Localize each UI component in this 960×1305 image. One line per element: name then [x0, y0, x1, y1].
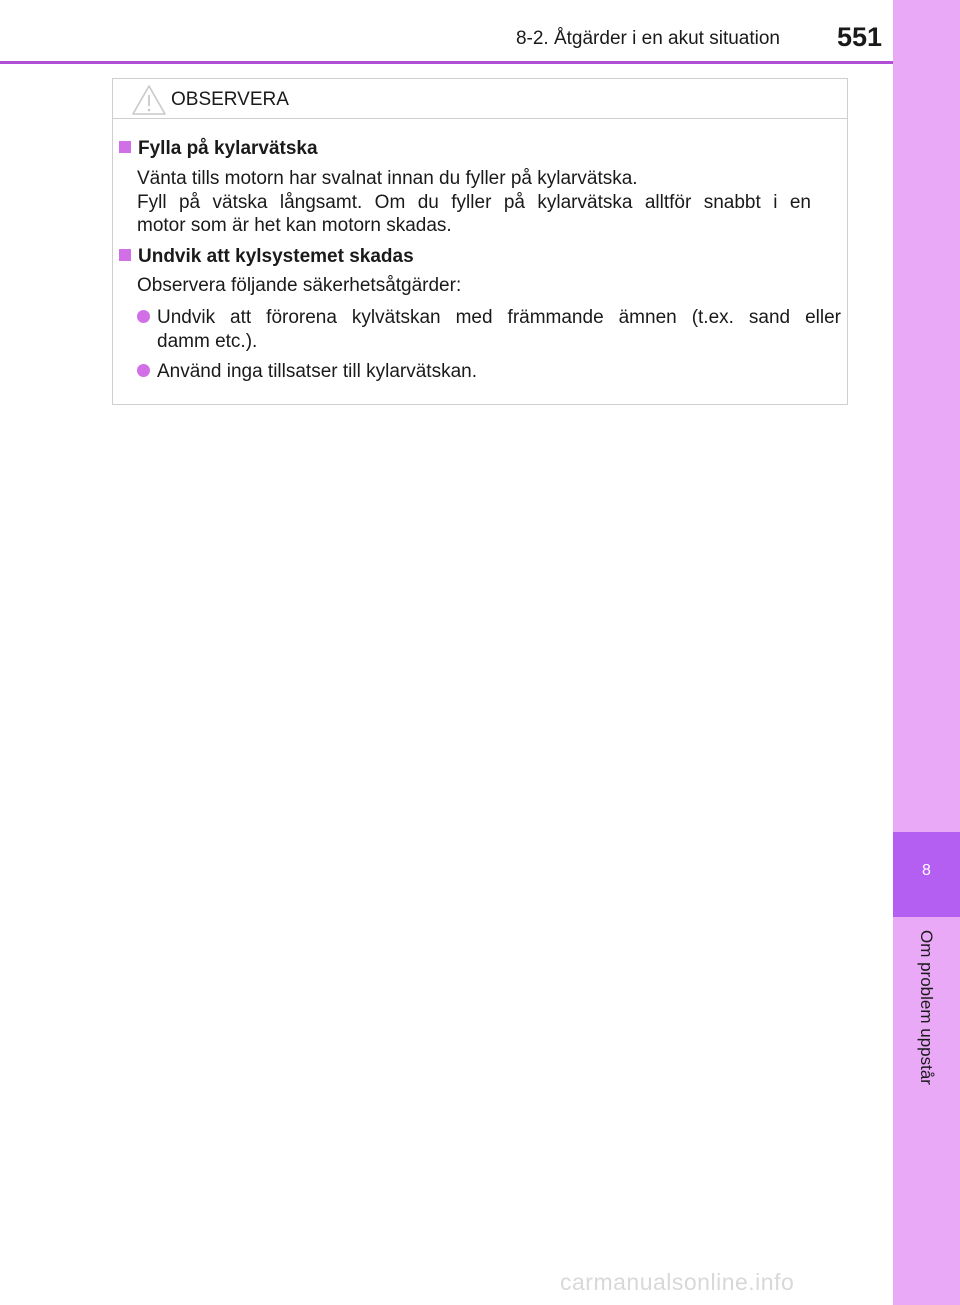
chapter-title: Om problem uppstår — [917, 930, 936, 1085]
section-heading-cooling-system: Undvik att kylsystemet skadas — [119, 246, 414, 268]
warning-triangle-icon — [131, 84, 167, 116]
list-item: Undvik att förorena kylvätskan med främmande ämnen (t.ex. sand eller damm etc.). — [137, 306, 841, 353]
round-bullet-icon — [137, 364, 150, 377]
square-bullet-icon — [119, 249, 131, 261]
chapter-number: 8 — [922, 862, 931, 879]
caution-box — [112, 78, 848, 405]
precautions-intro: Observera följande säkerhetsåtgärder: — [137, 275, 462, 296]
section-title: 8-2. Åtgärder i en akut situation — [515, 28, 780, 49]
watermark: carmanualsonline.info — [560, 1269, 795, 1295]
round-bullet-icon — [137, 310, 150, 323]
refill-paragraph: Vänta tills motorn har svalnat innan du fyller på kylarvätska. Fyll på vätska långsamt. Om du fyller på kylarvätska alltför snabbt i en motor som är het kan motorn skadas. — [137, 168, 811, 236]
section-heading-refill: Fylla på kylarvätska — [119, 138, 318, 160]
caution-label: OBSERVERA — [171, 89, 289, 110]
chapter-sidebar — [893, 0, 960, 1305]
square-bullet-icon — [119, 141, 131, 153]
header-divider — [0, 61, 893, 64]
caution-header — [113, 79, 847, 119]
page-number: 551 — [836, 22, 882, 52]
list-item: Använd inga tillsatser till kylarvätskan. — [137, 360, 841, 384]
